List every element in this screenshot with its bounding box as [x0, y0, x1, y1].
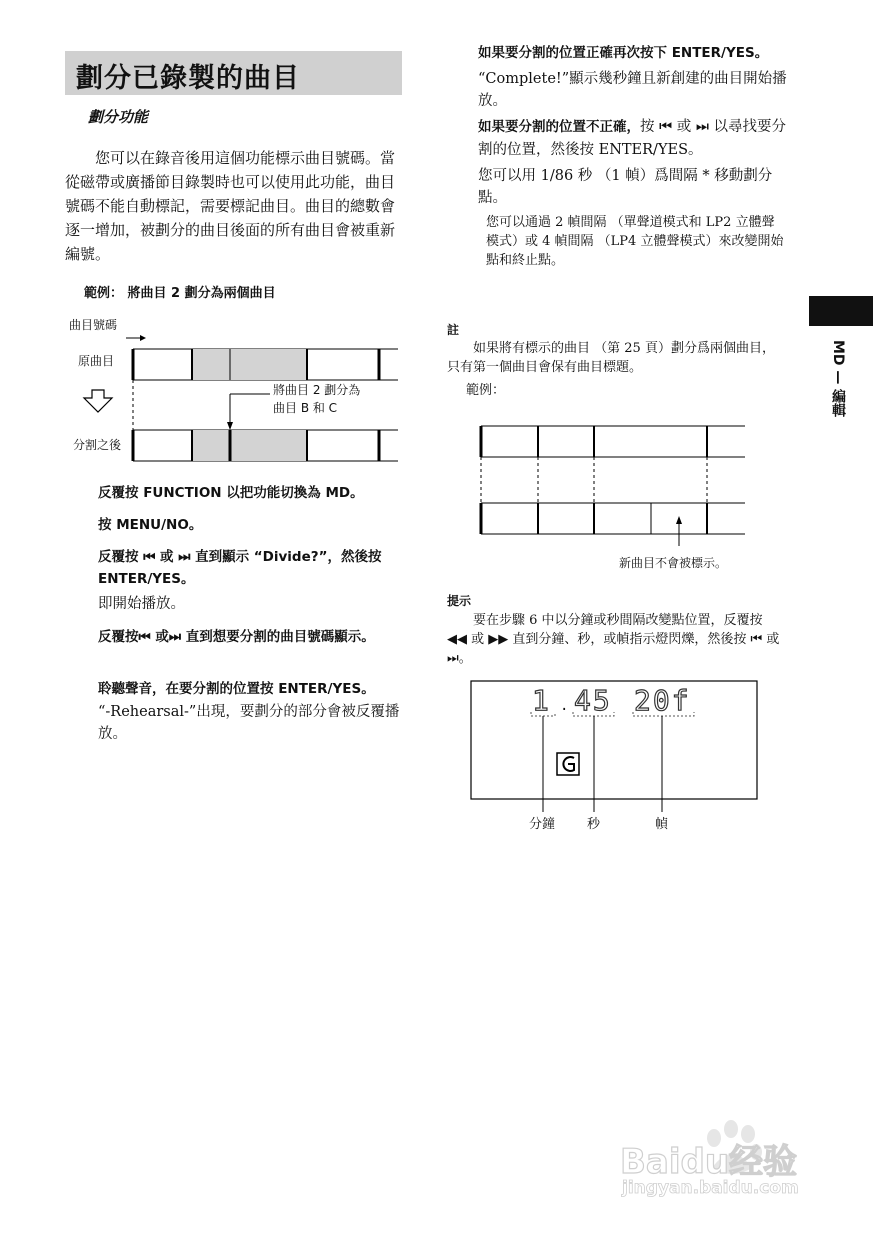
callout-line-1: 將曲目 2 劃分為 — [273, 383, 361, 397]
after-split-label: 分割之後 — [73, 438, 122, 452]
step-8-detail: “Complete!”顯示幾秒鐘且新創建的曲目開始播放。 — [478, 71, 787, 109]
frame-interval-note: 您可以通過 2 幀間隔 （單聲道模式和 LP2 立體聲模式）或 4 幀間隔 （LP4 立體聲模式）來改變開始點和終止點。 — [486, 215, 784, 268]
display-panel — [471, 681, 757, 812]
example-heading: 範例： 將曲目 2 劃分為兩個曲目 — [84, 286, 276, 301]
incorrect-position-paragraph — [478, 115, 788, 161]
step-5-detail: 即開始播放。 — [98, 596, 185, 612]
down-arrow-icon — [84, 390, 112, 412]
original-track-label: 原曲目 — [78, 354, 115, 368]
step-7-detail: “-Rehearsal-”出現，要劃分的部分會被反覆播放。 — [98, 704, 400, 742]
step-7: 聆聽聲音，在要分割的位置按 ENTER/YES。 — [98, 681, 375, 697]
callout-line-2: 曲目 B 和 C — [273, 401, 338, 415]
display-frames: 20f — [634, 684, 691, 717]
frame-interval-text: 您可以用 1/86 秒 （1 幀）爲間隔 * 移動劃分點。 — [478, 168, 773, 206]
step-4: 按 MENU/NO。 — [98, 517, 203, 533]
side-tab-text: MD — 編輯 — [830, 340, 846, 418]
edit-mode-icon — [557, 753, 579, 775]
display-minutes: 1 — [532, 684, 551, 717]
label-frames: 幀 — [655, 817, 669, 832]
tip-heading: 提示 — [447, 594, 472, 608]
track-number-label: 曲目號碼 — [69, 318, 118, 332]
page-title: 劃分已錄製的曲目 — [76, 63, 300, 94]
tip-text: 要在步驟 6 中以分鐘或秒間隔改變點位置，反覆按 ◀◀ 或 ▶▶ 直到分鐘、秒，或幀指示燈閃爍，然後按 ⏮ 或 ⏭。 — [447, 613, 780, 666]
incorrect-position-bold: 如果要分割的位置不正確， — [478, 119, 640, 135]
note-heading: 註 — [447, 323, 460, 337]
step-6: 反覆按⏮ 或⏭ 直到想要分割的曲目號碼顯示。 — [98, 629, 375, 645]
display-seconds: 45 — [574, 684, 612, 717]
section-subtitle: 劃分功能 — [88, 108, 149, 126]
side-tab-marker — [809, 296, 873, 326]
display-dot: . — [560, 698, 569, 714]
intro-paragraph: 您可以在錄音後用這個功能標示曲目號碼。當從磁帶或廣播節目錄製時也可以使用此功能，曲目號碼不能自動標記，需要標記曲目。曲目的總數會逐一增加，被劃分的曲目後面的所有曲目會被重新編號。 — [65, 149, 396, 263]
original-track-bar — [133, 349, 398, 380]
watermark-url: jingyan.baidu.com — [622, 1178, 799, 1198]
example-label: 範例： — [466, 383, 506, 398]
label-example-diagram — [481, 426, 745, 546]
step-3: 反覆按 FUNCTION 以把功能切換為 MD。 — [98, 485, 364, 501]
after-split-bar — [133, 430, 398, 461]
label-minutes: 分鐘 — [529, 817, 556, 832]
label-seconds: 秒 — [587, 817, 601, 832]
incorrect-position-text: 按 ⏮ 或 ⏭ 以尋找要分割的位置，然後按 ENTER/YES。 — [478, 119, 787, 158]
diagram-caption: 新曲目不會被標示。 — [619, 556, 728, 570]
watermark-brand: Baidu经验 — [620, 1142, 798, 1182]
note-text: 如果將有標示的曲目 （第 25 頁）劃分爲兩個曲目，只有第一個曲目會保有曲目標題。 — [447, 341, 775, 375]
step-5: 反覆按 ⏮ 或 ⏭ 直到顯示 “Divide?”，然後按 ENTER/YES。 — [98, 549, 382, 587]
step-8: 如果要分割的位置正確再次按下 ENTER/YES。 — [478, 45, 769, 61]
